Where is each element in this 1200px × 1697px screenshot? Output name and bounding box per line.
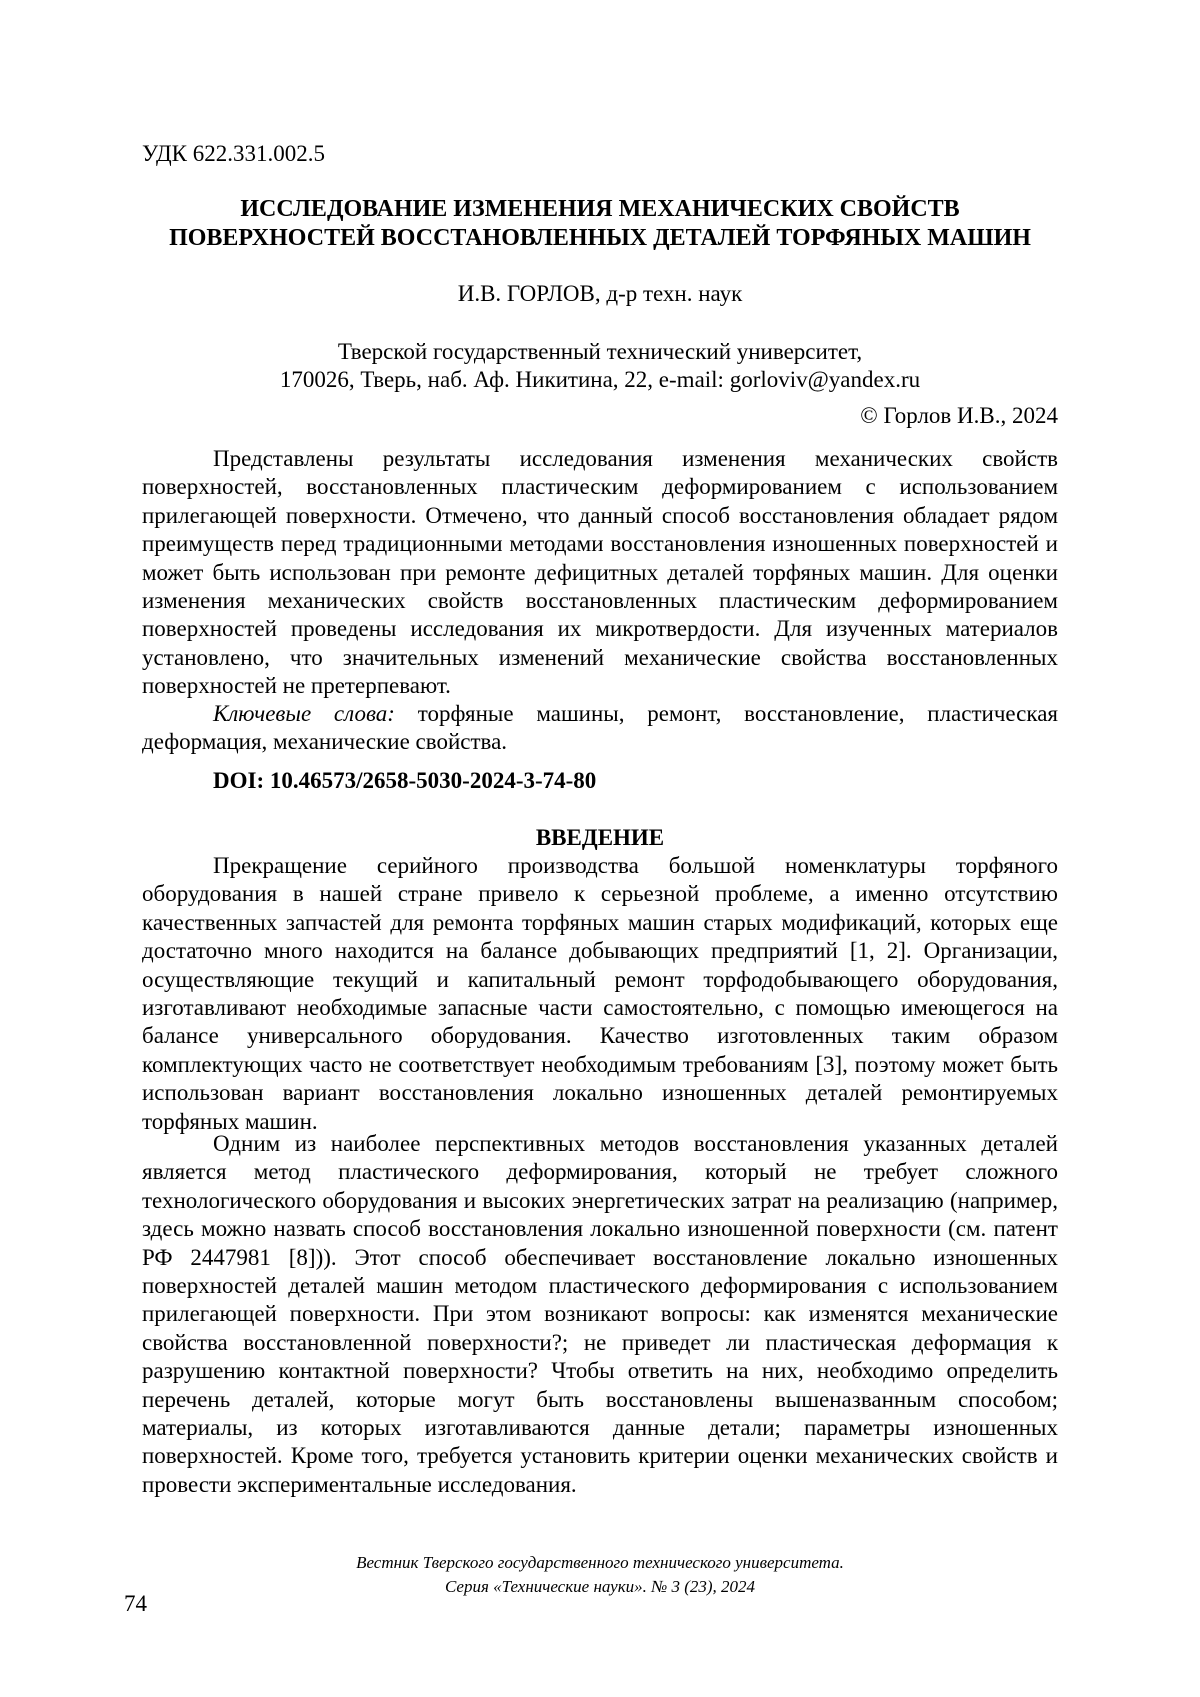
affiliation-line2: 170026, Тверь, наб. Аф. Никитина, 22, e-mail: gorloviv@yandex.ru — [279, 367, 921, 393]
abstract-text: Представлены результаты исследования изменения механических свойств поверхностей, восстановленных пластическим деформированием с использованием прилегающей поверхности. Отмечено, что данный способ восстановления обладает рядом преимуществ перед традиционными методами восстановления изношенных поверхностей и может быть использован при ремонте дефицитных деталей торфяных машин. Для оценки изменения механических свойств восстановленных пластическим деформированием поверхностей проведены исследования их микротвердости. Для изученных материалов установлено, что значительных изменений механические свойства восстановленных поверхностей не претерпевают. — [142, 446, 1058, 699]
paper-title-line2: ПОВЕРХНОСТЕЙ ВОССТАНОВЛЕННЫХ ДЕТАЛЕЙ ТОРФЯНЫХ МАШИН — [169, 224, 1031, 251]
paper-title-line1: ИССЛЕДОВАНИЕ ИЗМЕНЕНИЯ МЕХАНИЧЕСКИХ СВОЙСТВ — [240, 196, 960, 222]
section-heading-introduction: ВВЕДЕНИЕ — [535, 825, 665, 850]
journal-footer-line2: Серия «Технические науки». № 3 (23), 2024 — [444, 1577, 756, 1596]
keywords-text: торфяные машины, ремонт, восстановление, пластическая деформация, механические свойства. — [142, 701, 1058, 755]
udk-code: УДК 622.331.002.5 — [142, 141, 325, 166]
paper-title — [142, 195, 1058, 252]
doi-line: DOI: 10.46573/2658-5030-2024-3-74-80 — [213, 768, 597, 793]
introduction-paragraph-2: Одним из наиболее перспективных методов восстановления указанных деталей является метод пластического деформирования, который не требует сложного технологического оборудования и высоких энергетических затрат на реализацию (например, здесь можно назвать способ восстановления локально изношенной поверхности (см. патент РФ 2447981 [8])). Этот способ обеспечивает восстановление локально изношенных поверхностей деталей машин методом пластического деформирования с использованием прилегающей поверхности. При этом возникают вопросы: как изменятся механические свойства восстановленной поверхности?; не приведет ли пластическая деформация к разрушению контактной поверхности? Чтобы ответить на них, необходимо определить перечень деталей, которые могут быть восстановлены вышеназванным способом; материалы, из которых изготавливаются данные детали; параметры изношенных поверхностей. Кроме того, требуется установить критерии оценки механических свойств и провести экспериментальные исследования. — [142, 1131, 1058, 1497]
affiliation — [142, 338, 1058, 395]
journal-footer — [142, 1551, 1058, 1599]
author-line: И.В. ГОРЛОВ, д-р техн. наук — [457, 281, 743, 306]
copyright-line: © Горлов И.В., 2024 — [860, 403, 1058, 428]
page-number: 74 — [124, 1591, 147, 1616]
journal-footer-line1: Вестник Тверского государственного технического университета. — [356, 1553, 844, 1572]
keywords-paragraph — [142, 700, 1058, 757]
keywords-label: Ключевые слова: — [213, 701, 395, 726]
affiliation-line1: Тверской государственный технический университет, — [337, 339, 863, 364]
introduction-paragraph-1: Прекращение серийного производства большой номенклатуры торфяного оборудования в нашей стране привело к серьезной проблеме, а именно отсутствию качественных запчастей для ремонта торфяных машин старых модификаций, которых еще достаточно много находится на балансе добывающих предприятий [1, 2]. Организации, осуществляющие текущий и капитальный ремонт торфодобывающего оборудования, изготавливают необходимые запасные части самостоятельно, с помощью имеющегося на балансе универсального оборудования. Качество изготовленных таким образом комплектующих часто не соответствует необходимым требованиям [3], поэтому может быть использован вариант восстановления локально изношенных деталей ремонтируемых торфяных машин. — [142, 853, 1058, 1134]
